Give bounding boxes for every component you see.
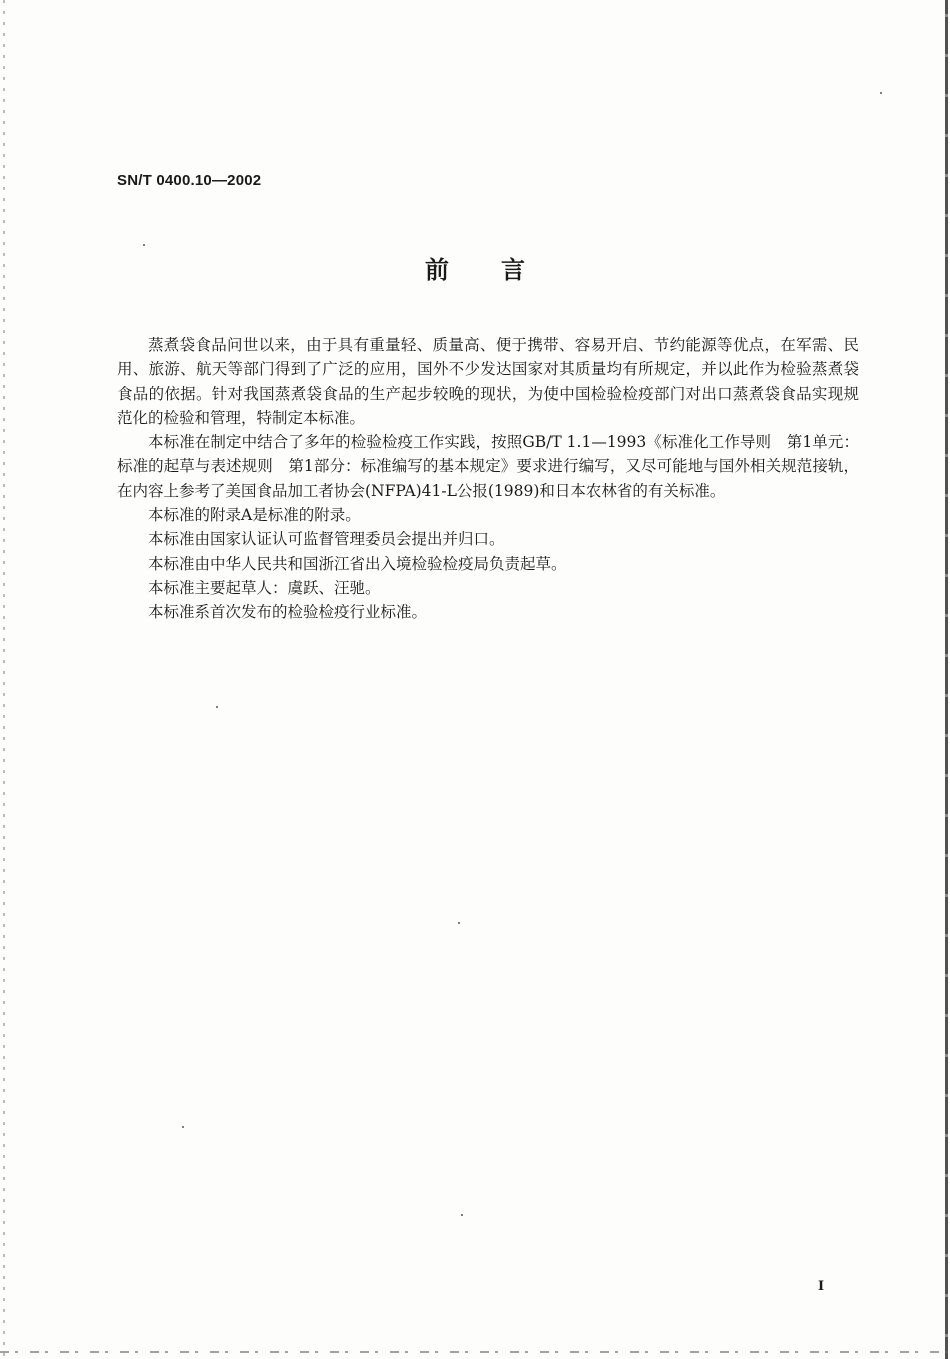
scan-speck bbox=[143, 244, 145, 246]
scan-edge-bottom bbox=[0, 1351, 950, 1353]
paragraph-basis: 本标准在制定中结合了多年的检验检疫工作实践，按照GB/T 1.1—1993《标准化工作导则 第1单元：标准的起草与表述规则 第1部分：标准编写的基本规定》要求进行编写，又尽可能地与国外相关规范接轨，在内容上参考了美国食品加工者协会(NFPA)41-L公报(1989)和日本农林省的有关标准。 bbox=[117, 433, 859, 500]
scan-edge-right bbox=[945, 0, 948, 1359]
scan-speck bbox=[461, 1214, 463, 1216]
paragraph-drafters: 本标准主要起草人：虞跃、汪驰。 bbox=[148, 578, 381, 597]
scan-speck bbox=[216, 706, 218, 708]
page-number: I bbox=[818, 1279, 825, 1294]
foreword-body bbox=[117, 333, 859, 625]
scan-speck bbox=[182, 1126, 184, 1128]
paragraph-appendix: 本标准的附录A是标准的附录。 bbox=[148, 506, 361, 525]
page-heading: 前言 bbox=[425, 255, 577, 284]
paragraph-first-release: 本标准系首次发布的检验检疫行业标准。 bbox=[148, 603, 428, 622]
standard-code: SN/T 0400.10—2002 bbox=[117, 172, 262, 189]
scan-speck bbox=[880, 92, 882, 94]
paragraph-proposer: 本标准由国家认证认可监督管理委员会提出并归口。 bbox=[148, 530, 505, 549]
paragraph-drafter-org: 本标准由中华人民共和国浙江省出入境检验检疫局负责起草。 bbox=[148, 554, 567, 573]
scan-speck bbox=[458, 922, 460, 924]
paragraph-intro: 蒸煮袋食品问世以来，由于具有重量轻、质量高、便于携带、容易开启、节约能源等优点，在军需、民用、旅游、航天等部门得到了广泛的应用，国外不少发达国家对其质量均有所规定，并以此作为检验蒸煮袋食品的依据。针对我国蒸煮袋食品的生产起步较晚的现状，为使中国检验检疫部门对出口蒸煮袋食品实现规范化的检验和管理，特制定本标准。 bbox=[117, 336, 859, 427]
scan-edge-left bbox=[3, 0, 5, 1359]
